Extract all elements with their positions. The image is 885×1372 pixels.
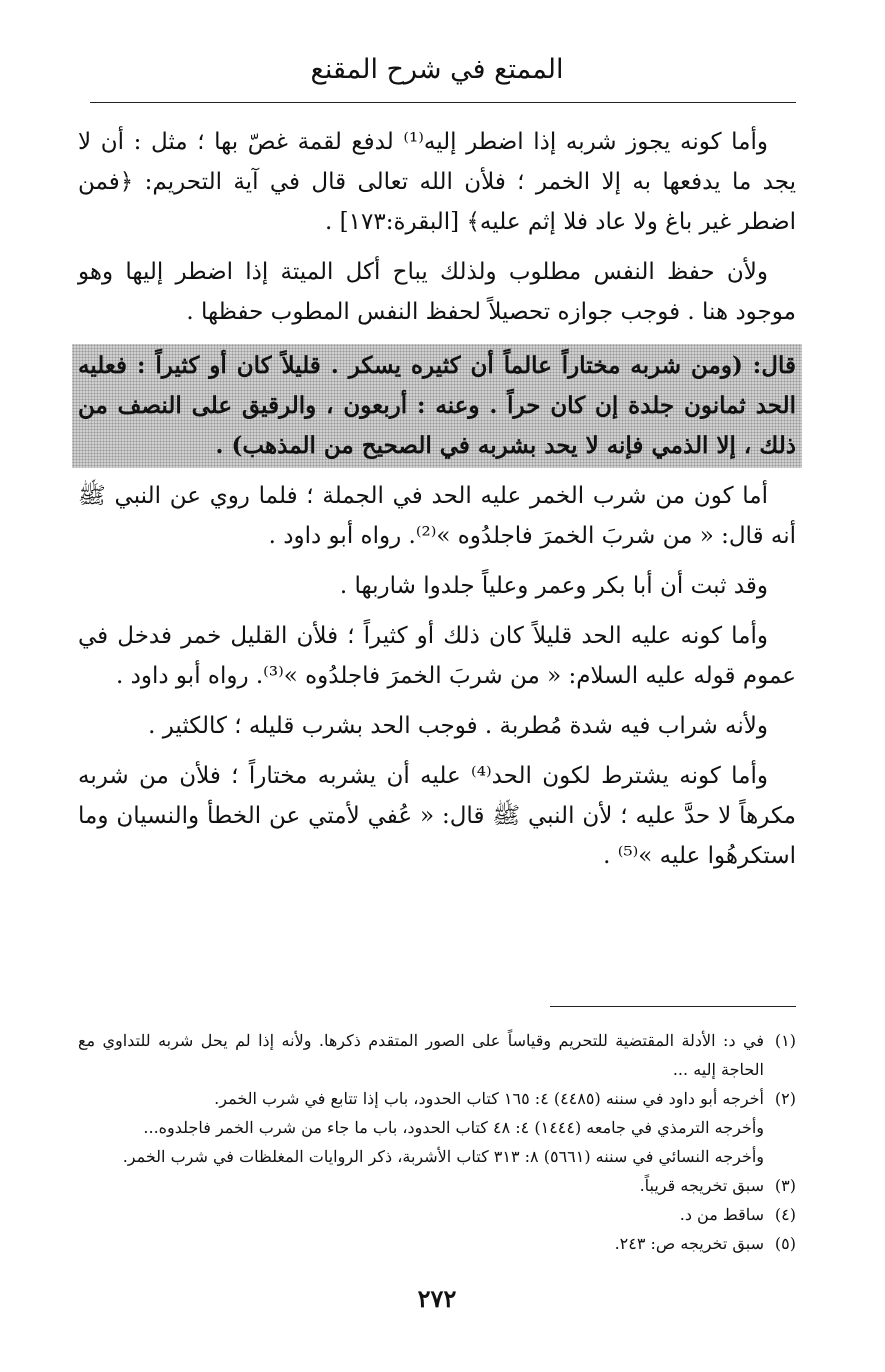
footnote-text: في د: الأدلة المقتضية للتحريم وقياساً على الصور المتقدم ذكرها. ولأنه إذا لم يحل شربه للتداوي مع الحاجة إليه ... xyxy=(78,1031,764,1079)
footnote-5 xyxy=(78,1229,796,1258)
header-divider xyxy=(90,102,796,103)
footnote-text: سبق تخريجه ص: ٢٤٣. xyxy=(614,1234,764,1253)
footnote-3 xyxy=(78,1171,796,1200)
highlighted-matn: قال: (ومن شربه مختاراً عالماً أن كثيره يسكر . قليلاً كان أو كثيراً : فعليه الحد ثمانون جلدة إن كان حراً . وعنه : أربعون ، والرقيق على النصف من ذلك ، إلا الذمي فإنه لا يحد بشربه في الصحيح من المذهب) . xyxy=(72,344,802,468)
footnote-text: سبق تخريجه قريباً. xyxy=(639,1176,764,1195)
paragraph-3: أما كون من شرب الخمر عليه الحد في الجملة ؛ فلما روي عن النبي ﷺ أنه قال: « من شربَ الخمرَ فاجلدُوه »⁽²⁾. رواه أبو داود . xyxy=(78,483,796,549)
paragraph-2: ولأن حفظ النفس مطلوب ولذلك يباح أكل الميتة إذا اضطر إليها وهو موجود هنا . فوجب جوازه تحصيلاً لحفظ النفس المطوب حفظها . xyxy=(78,259,796,325)
footnote-number: (٥) xyxy=(774,1234,796,1253)
footnote-number: (١) xyxy=(774,1031,796,1050)
footnote-2-continuation-2: وأخرجه النسائي في سننه (٥٦٦١) ٨: ٣١٣ كتاب الأشربة، ذكر الروايات المغلظات في شرب الخمر. xyxy=(122,1147,764,1166)
footnote-text: ساقط من د. xyxy=(679,1205,764,1224)
paragraph-1: وأما كونه يجوز شربه إذا اضطر إليه⁽¹⁾ لدفع لقمة غصّ بها ؛ مثل : أن لا يجد ما يدفعها به إلا الخمر ؛ فلأن الله تعالى قال في آية التحريم: ﴿فمن اضطر غير باغ ولا عاد فلا إثم عليه﴾ [البقرة:١٧٣] . xyxy=(78,129,796,235)
footnote-text: أخرجه أبو داود في سننه (٤٤٨٥) ٤: ١٦٥ كتاب الحدود، باب إذا تتابع في شرب الخمر. xyxy=(214,1089,764,1108)
footnote-number: (٢) xyxy=(774,1089,796,1108)
paragraph-5: وأما كونه عليه الحد قليلاً كان ذلك أو كثيراً ؛ فلأن القليل خمر فدخل في عموم قوله عليه السلام: « من شربَ الخمرَ فاجلدُوه »⁽³⁾. رواه أبو داود . xyxy=(78,623,796,689)
footnote-number: (٣) xyxy=(774,1176,796,1195)
running-header: الممتع في شرح المقنع xyxy=(310,54,564,85)
paragraph-4: وقد ثبت أن أبا بكر وعمر وعلياً جلدوا شاربها . xyxy=(339,573,768,599)
page-number: ٢٧٢ xyxy=(417,1284,457,1313)
footnote-number: (٤) xyxy=(774,1205,796,1224)
footnote-divider xyxy=(550,1006,796,1007)
footnote-1 xyxy=(78,1026,796,1084)
footnote-2 xyxy=(78,1084,796,1113)
paragraph-7: وأما كونه يشترط لكون الحد⁽⁴⁾ عليه أن يشربه مختاراً ؛ فلأن من شربه مكرهاً لا حدَّ عليه ؛ لأن النبي ﷺ قال: « عُفي لأمتي عن الخطأ والنسيان وما استكرهُوا عليه »⁽⁵⁾ . xyxy=(78,763,796,869)
footnotes xyxy=(78,1026,796,1258)
paragraph-6: ولأنه شراب فيه شدة مُطربة . فوجب الحد بشرب قليله ؛ كالكثير . xyxy=(148,713,768,739)
footnote-2-continuation-1: وأخرجه الترمذي في جامعه (١٤٤٤) ٤: ٤٨ كتاب الحدود، باب ما جاء من شرب الخمر فاجلدوه... xyxy=(143,1118,764,1137)
main-text xyxy=(78,122,796,886)
footnote-4 xyxy=(78,1200,796,1229)
book-page xyxy=(78,50,796,1350)
